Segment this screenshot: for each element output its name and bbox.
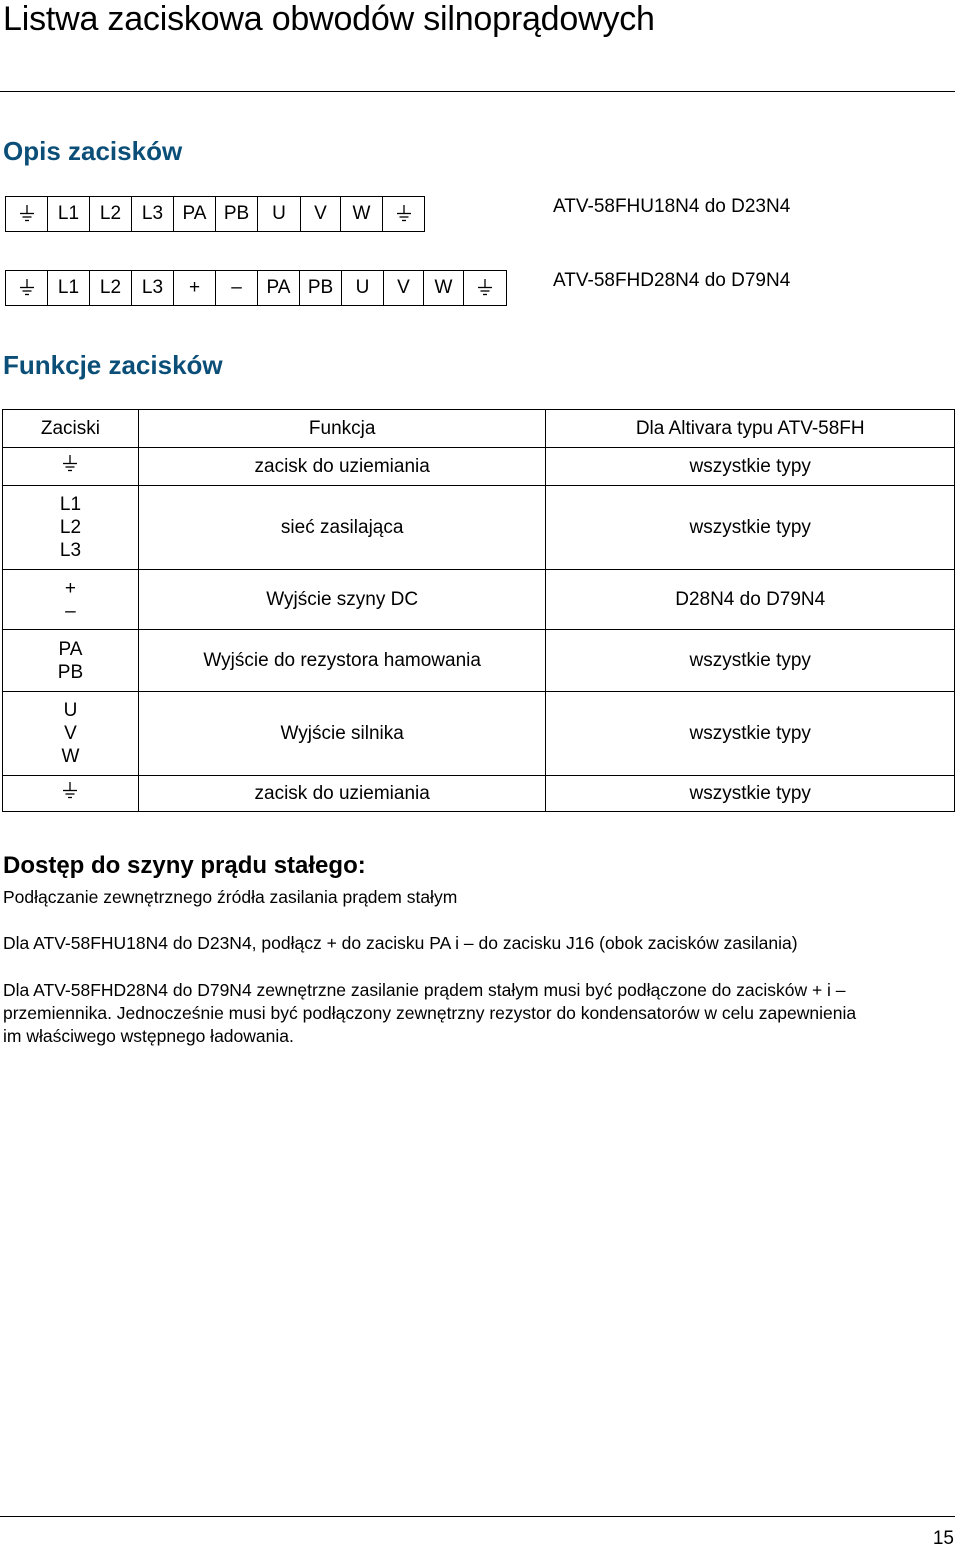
models-cell: wszystkie typy — [546, 448, 955, 486]
ground-icon — [19, 204, 35, 224]
terminal-cell: L3 — [132, 271, 174, 305]
terminal-label: V — [64, 723, 77, 744]
terminal-ground — [6, 197, 48, 231]
terminal-label: – — [65, 600, 76, 622]
table-row — [3, 630, 955, 692]
terminal-strip-2-label: ATV-58FHD28N4 do D79N4 — [553, 270, 791, 291]
terminal-cell: PA — [174, 197, 216, 231]
ground-icon — [477, 278, 493, 298]
function-cell: Wyjście do rezystora hamowania — [138, 630, 546, 692]
terminal-ground — [383, 197, 424, 231]
terminal-cell: L1 — [48, 197, 90, 231]
terminal-ground — [6, 271, 48, 305]
footer-rule — [0, 1516, 955, 1517]
terminal-cell: V — [301, 197, 341, 231]
dc-bus-paragraph-2-line-3: im właściwego wstępnego ładowania. — [3, 1026, 294, 1046]
terminal-strip-1-label: ATV-58FHU18N4 do D23N4 — [553, 196, 791, 217]
terminal-functions-table — [2, 409, 955, 812]
function-cell: Wyjście szyny DC — [138, 570, 546, 630]
models-cell: wszystkie typy — [546, 486, 955, 570]
section-heading-terminal-description: Opis zacisków — [3, 136, 183, 166]
header-rule — [0, 91, 955, 92]
ground-icon — [19, 278, 35, 298]
terminal-label: L2 — [59, 517, 82, 538]
terminal-cell: + — [174, 271, 216, 305]
models-cell: wszystkie typy — [546, 776, 955, 812]
table-header-row — [3, 410, 955, 448]
terminal-label: W — [61, 746, 80, 767]
terminal-cell: U — [258, 197, 301, 231]
terminal-cell: U — [342, 271, 384, 305]
terminals-cell — [3, 692, 139, 776]
terminal-label: + — [64, 577, 76, 599]
table-row — [3, 776, 955, 812]
models-cell: D28N4 do D79N4 — [546, 570, 955, 630]
terminals-cell — [3, 776, 139, 812]
terminal-ground — [464, 271, 506, 305]
dc-bus-paragraph-2-line-1: Dla ATV-58FHD28N4 do D79N4 zewnętrzne zasilanie prądem stałym musi być podłączone do zacisków + i – — [3, 980, 846, 1000]
terminal-strip-2 — [5, 270, 507, 306]
terminal-cell: W — [341, 197, 383, 231]
terminal-label: U — [63, 700, 78, 721]
ground-icon — [62, 781, 78, 801]
section-heading-dc-bus: Dostęp do szyny prądu stałego: — [3, 852, 366, 879]
section-heading-terminal-functions: Funkcje zacisków — [3, 350, 223, 380]
terminal-label: PB — [57, 661, 84, 683]
dc-bus-subheading: Podłączanie zewnętrznego źródła zasilania prądem stałym — [3, 887, 458, 907]
dc-bus-paragraph-1: Dla ATV-58FHU18N4 do D23N4, podłącz + do zacisku PA i – do zacisku J16 (obok zacisków zasilania) — [3, 933, 798, 953]
terminals-cell — [3, 448, 139, 486]
models-cell: wszystkie typy — [546, 692, 955, 776]
terminal-strip-1 — [5, 196, 425, 232]
terminals-cell — [3, 570, 139, 630]
function-cell: zacisk do uziemiania — [138, 776, 546, 812]
ground-icon — [396, 204, 412, 224]
page-number: 15 — [932, 1528, 954, 1549]
page-title: Listwa zaciskowa obwodów silnoprądowych — [3, 0, 655, 38]
terminals-cell — [3, 630, 139, 692]
function-cell: Wyjście silnika — [138, 692, 546, 776]
header-terminals: Zaciski — [3, 410, 139, 448]
table-row — [3, 448, 955, 486]
terminal-cell: PB — [216, 197, 258, 231]
ground-icon — [62, 454, 78, 474]
terminal-cell: L3 — [132, 197, 174, 231]
terminal-cell: L1 — [48, 271, 90, 305]
table-row — [3, 486, 955, 570]
table-row — [3, 692, 955, 776]
header-models: Dla Altivara typu ATV-58FH — [546, 410, 955, 448]
function-cell: zacisk do uziemiania — [138, 448, 546, 486]
terminal-label: PA — [58, 638, 83, 660]
terminals-cell — [3, 486, 139, 570]
terminal-cell: L2 — [90, 197, 132, 231]
function-cell: sieć zasilająca — [138, 486, 546, 570]
terminal-label: L1 — [59, 494, 82, 515]
terminal-cell: L2 — [90, 271, 132, 305]
terminal-cell: – — [216, 271, 258, 305]
terminal-label: L3 — [59, 540, 82, 561]
table-row — [3, 570, 955, 630]
terminal-cell: PA — [258, 271, 300, 305]
terminal-cell: V — [384, 271, 424, 305]
terminal-cell: PB — [300, 271, 342, 305]
models-cell: wszystkie typy — [546, 630, 955, 692]
header-function: Funkcja — [138, 410, 546, 448]
terminal-cell: W — [424, 271, 464, 305]
dc-bus-paragraph-2-line-2: przemiennika. Jednocześnie musi być podłączony zewnętrzny rezystor do kondensatorów w celu zapewnienia — [3, 1003, 857, 1023]
